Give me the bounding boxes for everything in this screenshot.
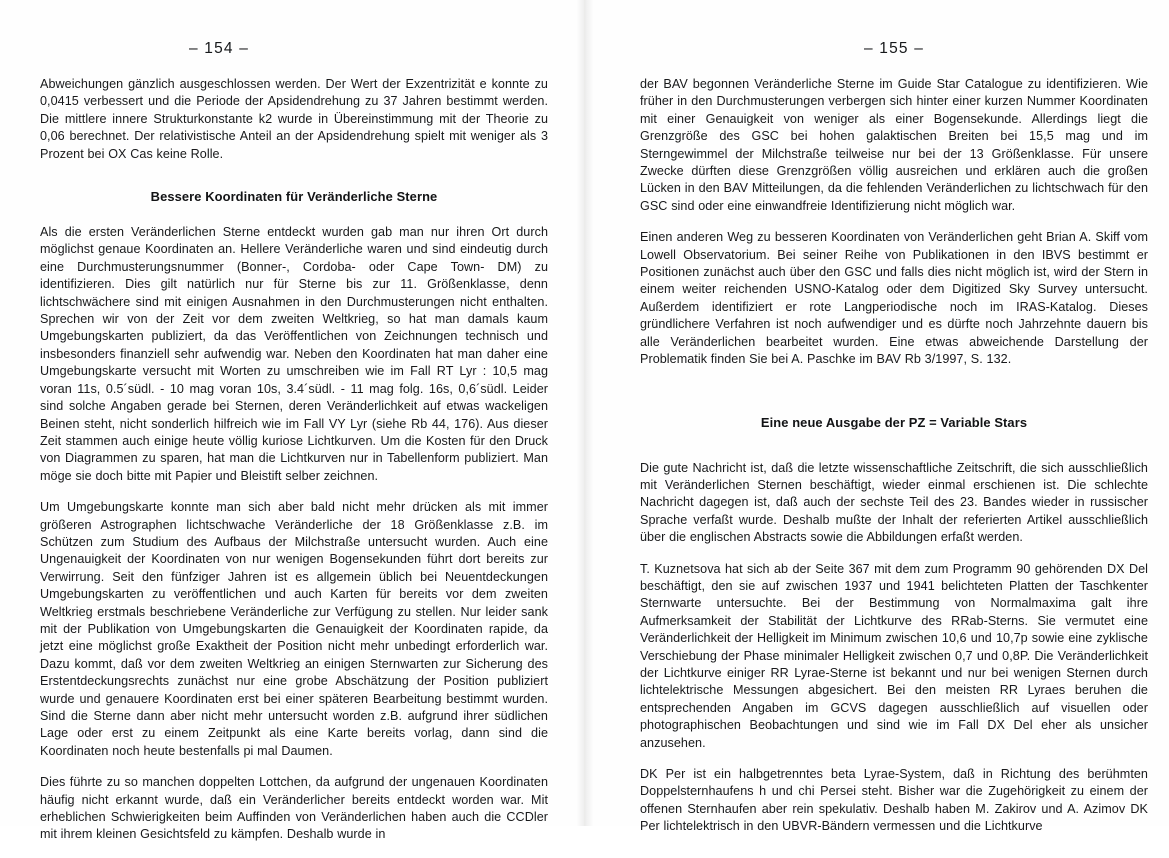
paragraph: Abweichungen gänzlich ausgeschlossen werden. Der Wert der Exzentrizität e konnte zu 0,0415 verbessert und die Periode der Apsidendrehung zu 37 Jahren bestimmt werden. Die mittlere innere Strukturkonstante k2 wurde in Übereinstimmung mit der Theorie zu 0,06 berechnet. Der relativistische Anteil an der Apsidendrehung spielt mit weniger als 3 Prozent bei OX Cas keine Rolle. [40,77,548,161]
paragraph: Als die ersten Veränderlichen Sterne entdeckt wurden gab man nur ihren Ort durch möglichst genaue Koordinaten an. Hellere Veränderliche waren und sind eindeutig durch eine Durchmusterungsnummer (Bonner-, Cordoba- oder Cape Town- DM) zu identifizieren. Dies gilt natürlich nur für Sterne bis zur 11. Größenklasse, denn lichtschwächere sind mit einigen Ausnahmen in den Durchmusterungen nicht enthalten. Sprechen wir von der Zeit vor dem zweiten Weltkrieg, so hat man damals kaum Umgebungskarten publiziert, da das Veröffentlichen von Zeichnungen technisch und insbesonders finanziell sehr aufwendig war. Neben den Koordinaten hat man daher eine Umgebungskarte versucht mit Worten zu umschreiben wie im Fall RT Lyr : 10,5 mag voran 11s, 0.5´südl. - 10 mag voran 10s, 3.4´südl. - 11 mag folg. 16s, 0,6´südl. Leider sind solche Angaben gerade bei Sternen, deren Veränderlichkeit auf etwas wackeligen Beinen steht, nicht sonderlich hilfreich wie im Fall VY Lyr (siehe Rb 44, 176). Aus dieser Zeit stammen auch einige heute völlig kuriose Lichtkurven. Um die Kosten für den Druck von Diagrammen zu sparen, hat man die Lichtkurven nur in Tabellenform publiziert. Man möge sie doch bitte mit Papier und Bleistift selber zeichnen. [40,225,548,483]
paragraph: Einen anderen Weg zu besseren Koordinaten von Veränderlichen geht Brian A. Skiff vom Lowell Observatorium. Bei seiner Reihe von Publikationen in den IBVS bestimmt er Positionen zunächst auch über den GSC und falls dies nicht möglich ist, wird der Stern in einem weiter reichenden USNO-Katalog oder dem Digitized Sky Survey untersucht. Außerdem identifiziert er rote Langperiodische noch im IRAS-Katalog. Dieses gründlichere Verfahren ist noch aufwendiger und es dürfte noch Jahrzehnte dauern bis alle Veränderlichen bearbeitet wurden. Eine etwas abweichende Darstellung der Problematik finden Sie bei A. Paschke im BAV Rb 3/1997, S. 132. [640,230,1148,367]
paragraph: Die gute Nachricht ist, daß die letzte wissenschaftliche Zeitschrift, die sich ausschließlich mit Veränderlichen Sternen beschäftigt, wieder einmal erschienen ist. Die schlechte Nachricht dagegen ist, daß auch der sechste Teil des 23. Bandes wieder in russischer Sprache verfaßt wurde. Deshalb mußte der Inhalt der referierten Artikel ausschließlich über die englischen Abstracts sowie die Abbildungen erfaßt werden. [640,460,1148,545]
page-number-left: – 154 – [188,40,250,57]
book-gutter-shadow [576,0,594,826]
paragraph: DK Per ist ein halbgetrenntes beta Lyrae-System, daß in Richtung des berühmten Doppelsternhaufens h und chi Persei steht. Bisher war die Zugehörigkeit zu einem der offenen Sternhaufen aber rein spekulativ. Deshalb haben M. Zakirov und A. Azimov DK Per lichtelektrisch in den UBVR-Bändern vermessen und die Lichtkurve [640,767,1148,834]
section-heading-left: Bessere Koordinaten für Veränderliche Sterne [150,189,438,205]
section-heading-right: Eine neue Ausgabe der PZ = Variable Stars [760,414,1028,430]
page-number-right: – 155 – [863,40,925,57]
right-page-column [640,0,1148,850]
paragraph: T. Kuznetsova hat sich ab der Seite 367 mit dem zum Programm 90 gehörenden DX Del beschäftigt, den sie auf zwischen 1937 und 1941 belichteten Platten der Taschkenter Sternwarte untersuchte. Bei der Bestimmung von Normalmaxima galt ihre Aufmerksamkeit der Stabilität der Lichtkurve des RRab-Sterns. Sie vermutet eine Veränderlichkeit der Helligkeit im Minimum zwischen 10,6 und 10,7p sowie eine zyklische Verschiebung der Phase minimaler Helligkeit zwischen 0,7 und 0,8P. Die Veränderlichkeit der Lichtkurve einiger RR Lyrae-Sterne ist bekannt und nur bei wenigen Sternen durch lichtelektrische Messungen abgesichert. Bei den meisten RR Lyraes beruhen die entsprechenden Angaben im GCVS dagegen ausschließlich auf visuellen oder photographischen Beobachtungen und sind wie im Fall DX Del eher als unsicher anzusehen. [640,561,1148,750]
paragraph: der BAV begonnen Veränderliche Sterne im Guide Star Catalogue zu identifizieren. Wie früher in den Durchmusterungen verbergen sich hinter einer kurzen Nummer Koordinaten mit einer Genauigkeit von weniger als einer Bogensekunde. Allerdings liegt die Grenzgröße des GSC bei hohen galaktischen Breiten bei 15,5 mag und im Sterngewimmel der Milchstraße teilweise nur bei der 13 Größenklasse. Für unsere Zwecke dürften diese Grenzgrößen völlig ausreichen und erklären auch die großen Lücken in den BAV Mitteilungen, da die fehlenden Veränderlichen zu lichtschwach für den GSC sind oder eine einwandfreie Identifizierung nicht möglich war. [640,77,1148,213]
paragraph: Um Umgebungskarte konnte man sich aber bald nicht mehr drücken als mit immer größeren Astrographen lichtschwache Veränderliche der 18 Größenklasse z.B. im Schützen zum Studium des Aufbaus der Milchstraße untersucht wurden. Auch eine Ungenauigkeit der Koordinaten von nur wenigen Bogensekunden führt dort bereits zur Verwirrung. Seit den fünfziger Jahren ist es allgemein üblich bei Neuentdeckungen Umgebungskarten zu veröffentlichen und auch Karten für bereits vor dem zweiten Weltkrieg erstmals beschriebene Veränderliche zur Verfügung zu stellen. Nur leider sank mit der Publikation von Umgebungskarten die Genauigkeit der Koordinaten rapide, da jetzt eine möglichst große Exaktheit der Position nicht mehr unbedingt erforderlich war. Dazu kommt, daß vor dem zweiten Weltkrieg an einigen Sternwarten zur Sicherung des Erstentdeckungsrechts zunächst nur eine grobe Abschätzung der Position publiziert wurde und genauere Koordinaten erst bei einer späteren Bearbeitung bestimmt wurden. Sind die Sterne dann aber nicht mehr untersucht worden z.B. aufgrund ihrer südlichen Lage oder erst zu einem Zeitpunkt als eine Karte bereits vorlag, dann sind die Koordinaten noch heute bestenfalls pi mal Daumen. [40,500,548,758]
paragraph: Dies führte zu so manchen doppelten Lottchen, da aufgrund der ungenauen Koordinaten häufig nicht erkannt wurde, daß ein Veränderlicher bereits entdeckt worden war. Mit erheblichen Schwierigkeiten beim Auffinden von Veränderlichen haben auch die CCDler mit ihrem kleinen Gesichtsfeld zu kämpfen. Deshalb wurde in [40,775,548,842]
left-page-column [40,0,548,858]
